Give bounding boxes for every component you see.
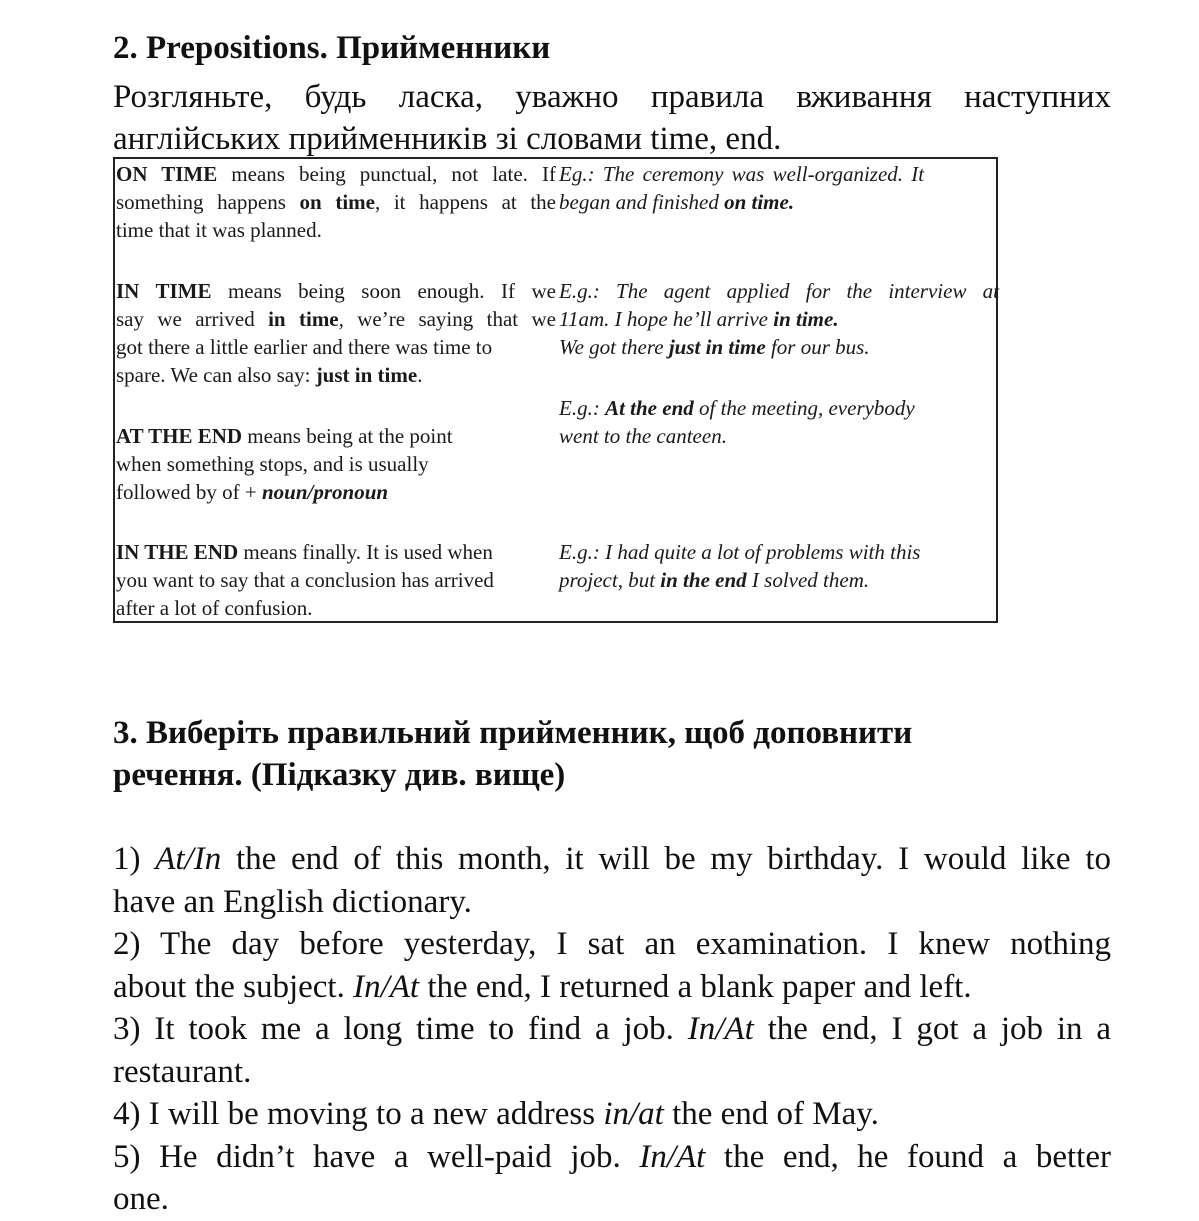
- on-time-rule-line-2: something happens on time, it happens at the: [116, 190, 556, 214]
- in-time-rule-line-1: IN TIME means being soon enough. If we: [116, 279, 556, 303]
- exercise-3-line-2: restaurant.: [113, 1053, 252, 1090]
- section-3-title-line-1: 3. Виберіть правильний прийменник, щоб доповнити: [113, 715, 913, 751]
- at-the-end-rule-line-1: AT THE END means being at the point: [116, 424, 453, 448]
- in-time-example-line-3: We got there just in time for our bus.: [559, 335, 870, 359]
- intro-line-1: Розгляньте, будь ласка, уважно правила вживання наступних: [113, 79, 1111, 115]
- in-time-example-line-1: E.g.: The agent applied for the interview at: [559, 279, 999, 303]
- section-3-title: [113, 712, 1113, 796]
- intro-line-2: англійських прийменників зі словами time, end.: [113, 121, 782, 157]
- exercise-1-line-1: 1) At/In the end of this month, it will be my birthday. I would like to: [113, 841, 1111, 877]
- in-time-example-line-2: 11am. I hope he’ll arrive in time.: [559, 307, 839, 331]
- exercise-4-options[interactable]: in/at: [603, 1096, 664, 1132]
- on-time-example-line-2: began and finished on time.: [559, 190, 795, 214]
- exercise-3-line-1: 3) It took me a long time to find a job. In/At the end, I got a job in a: [113, 1011, 1111, 1047]
- in-time-rule-line-3: got there a little earlier and there was time to: [116, 335, 493, 359]
- in-the-end-rule-line-3: after a lot of confusion.: [116, 596, 313, 620]
- exercise-5-line-1: 5) He didn’t have a well-paid job. In/At the end, he found a better: [113, 1138, 1111, 1175]
- exercise-2-options[interactable]: In/At: [353, 968, 420, 1005]
- at-the-end-rule-line-2: when something stops, and is usually: [116, 452, 429, 476]
- exercise-5-options[interactable]: In/At: [639, 1138, 706, 1175]
- on-time-rule-line-1: ON TIME means being punctual, not late. If: [116, 162, 556, 186]
- in-the-end-rule-line-1: IN THE END means finally. It is used when: [116, 540, 493, 564]
- section-2-intro: [113, 76, 1111, 160]
- section-3-title-line-2: речення. (Підказку див. вище): [113, 757, 566, 793]
- in-time-rule-line-4: spare. We can also say: just in time.: [116, 363, 423, 387]
- at-the-end-rule-line-3: followed by of + noun/pronoun: [116, 480, 389, 504]
- in-the-end-example-line-2: project, but in the end I solved them.: [559, 568, 870, 592]
- exercise-5-line-2: one.: [113, 1181, 169, 1217]
- exercise-2-line-1: 2) The day before yesterday, I sat an examination. I knew nothing: [113, 926, 1111, 962]
- at-the-end-example-line-2: went to the canteen.: [559, 424, 727, 448]
- in-time-rule-line-2: say we arrived in time, we’re saying that we: [116, 307, 557, 331]
- exercise-1-options[interactable]: At/In: [155, 841, 222, 877]
- exercise-list: [113, 838, 1111, 1221]
- section-2-title: 2. Prepositions. Прийменники: [113, 30, 551, 66]
- exercise-2-line-2: about the subject. In/At the end, I returned a blank paper and left.: [113, 968, 972, 1005]
- exercise-3-options[interactable]: In/At: [687, 1011, 754, 1047]
- exercise-4-line-1: 4) I will be moving to a new address in/at the end of May.: [113, 1096, 879, 1132]
- on-time-example-line-1: Eg.: The ceremony was well-organized. It: [559, 162, 925, 186]
- in-the-end-example-line-1: E.g.: I had quite a lot of problems with this: [559, 540, 921, 564]
- exercise-1-line-2: have an English dictionary.: [113, 883, 472, 920]
- in-the-end-rule-line-2: you want to say that a conclusion has arrived: [116, 568, 494, 592]
- at-the-end-example-line-1: E.g.: At the end of the meeting, everybody: [559, 396, 915, 420]
- on-time-rule-line-3: time that it was planned.: [116, 218, 322, 242]
